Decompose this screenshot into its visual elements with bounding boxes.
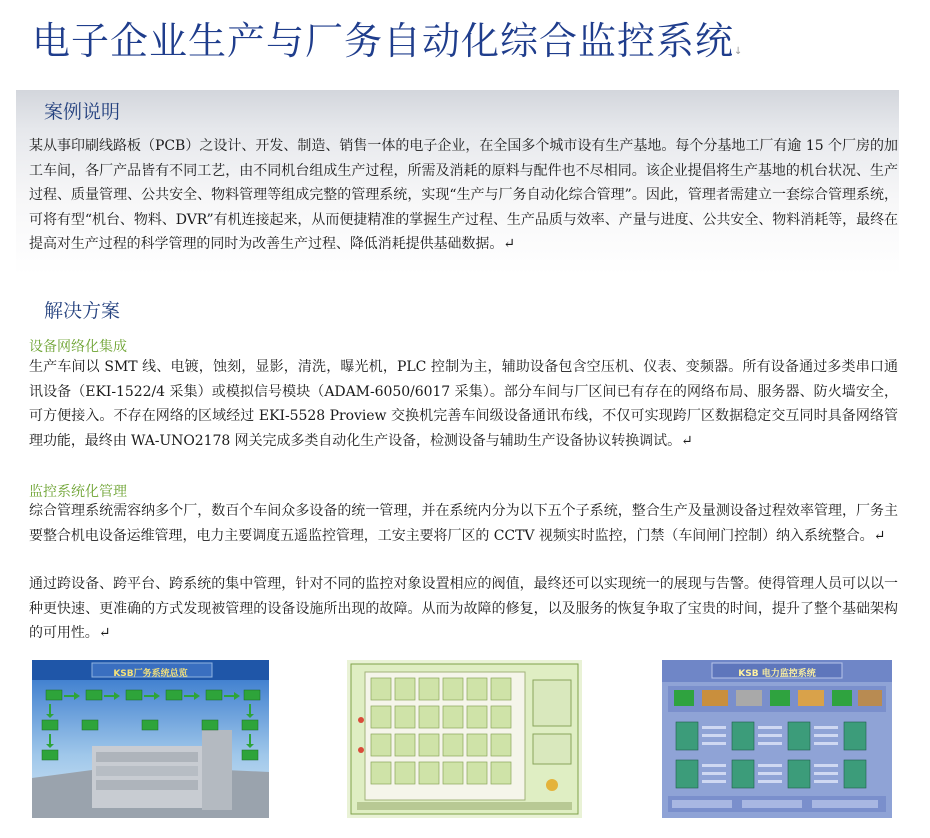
network-integration-paragraph: 生产车间以 SMT 线、电镀，蚀刻，显影，清洗，曝光机，PLC 控制为主，辅助设备包含空压机、仪表、变频器。所有设备通过多类串口通讯设备（EKI-1522/4 采集）或模拟信号模块（ADAM-6050/6017 采集）。部分车间与厂区间已有存在的网络布局、服务器、防火墙安全，可方便接入。不存在网络的区域经过 EKI-5528 Proview 交换机完善车间级设备通讯布线，不仅可实现跨厂区数据稳定交互同时具备网络管理功能，最终由 WA-UNO2178 网关完成多类自动化生产设备，检测设备与辅助生产设备协议转换调试。↵ — [29, 359, 898, 449]
monitoring-paragraph-1: 综合管理系统需容纳多个厂，数百个车间众多设备的统一管理，并在系统内分为以下五个子系统，整合生产及量测设备过程效率管理，厂务主要整合机电设备运维管理，电力主要调度五遥监控管理，工安主要将厂区的 CCTV 视频实时监控，门禁（车间闸门控制）纳入系统整合。↵ — [29, 503, 898, 544]
monitoring-management-heading: 监控系统化管理 — [29, 484, 127, 500]
case-section-heading: 案例说明 — [44, 101, 121, 123]
facility-overview-caption: KSB厂务系统总览 — [113, 669, 188, 679]
title-paragraph-mark: ↓ — [734, 46, 744, 57]
power-monitoring-caption: KSB 电力监控系统 — [738, 669, 816, 679]
network-integration-heading: 设备网络化集成 — [29, 339, 127, 355]
power-monitoring-screenshot — [662, 660, 892, 818]
case-paragraph: 某从事印刷线路板（PCB）之设计、开发、制造、销售一体的电子企业，在全国多个城市设有生产基地。每个分基地工厂有逾 15 个厂房的加工车间，各厂产品皆有不同工艺，由不同机台组成生产过程，所需及消耗的原料与配件也不尽相同。该企业提倡将生产基地的机台状况、生产过程、质量管理、公共安全、物料管理等组成完整的管理系统，实现“生产与厂务自动化综合管理”。因此，管理者需建立一套综合管理系统，可将有型“机台、物料、DVR”有机连接起来，从而便捷精准的掌握生产过程、生产品质与效率、产量与进度、公共安全、物料消耗等，最终在提高对生产过程的科学管理的同时为改善生产过程、降低消耗提供基础数据。↵ — [29, 138, 898, 253]
solution-section-heading: 解决方案 — [44, 300, 121, 322]
page-title: 电子企业生产与厂务自动化综合监控系统↓ — [32, 19, 744, 63]
facility-overview-screenshot — [32, 660, 269, 818]
screenshot-gallery — [0, 656, 930, 826]
plant-floor-plan-screenshot — [347, 660, 582, 818]
monitoring-paragraph-2: 通过跨设备、跨平台、跨系统的集中管理，针对不同的监控对象设置相应的阀值，最终还可以实现统一的展现与告警。使得管理人员可以以一种更快速、更准确的方式发现被管理的设备设施所出现的故障。从而为故障的修复，以及服务的恢复争取了宝贵的时间，提升了整个基础架构的可用性。↵ — [29, 576, 898, 642]
